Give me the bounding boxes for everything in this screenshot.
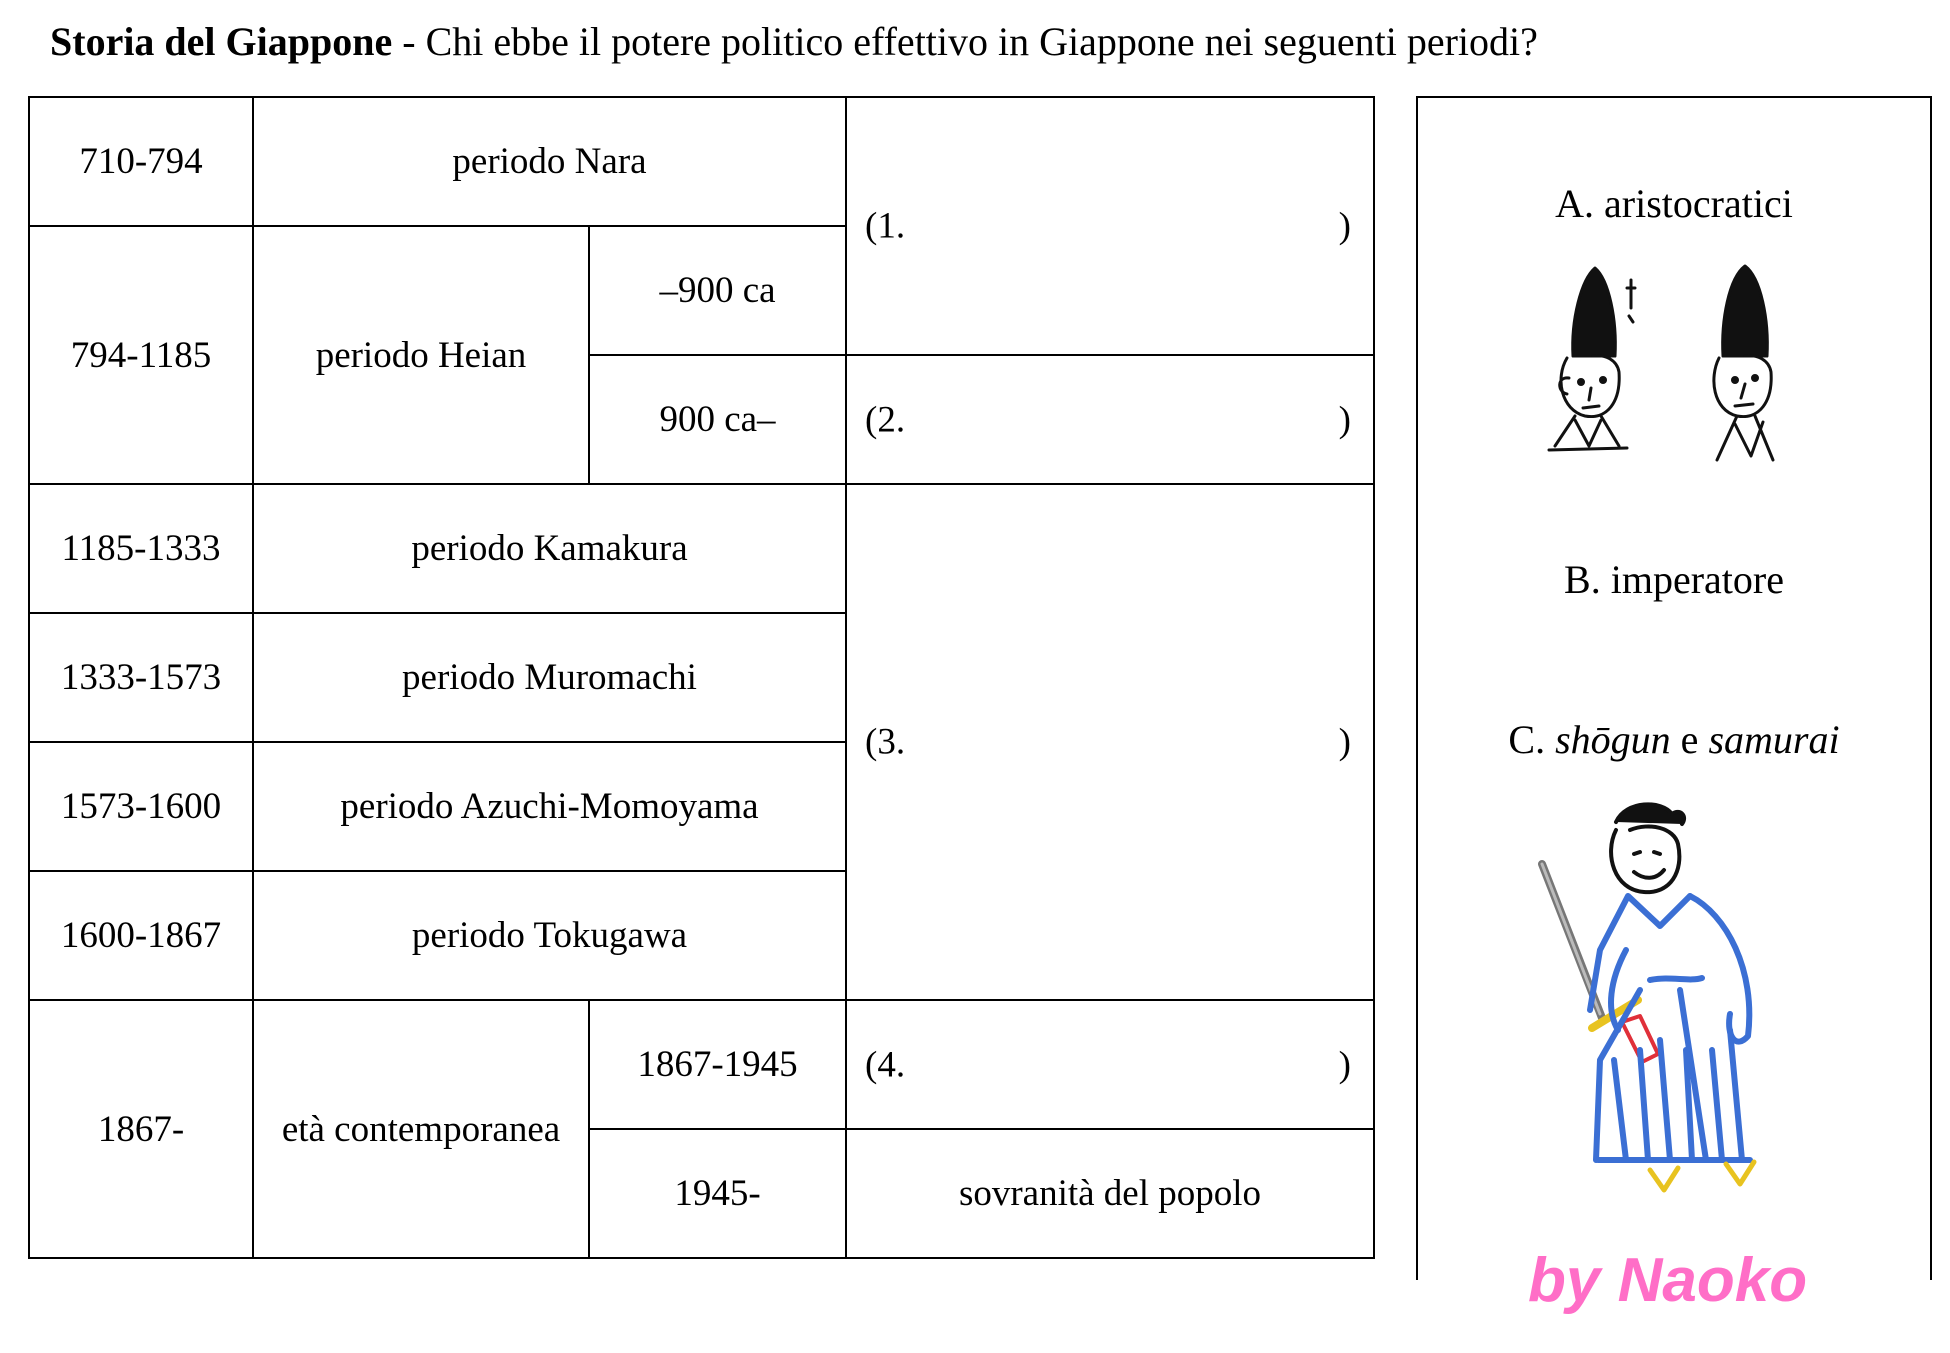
blank-label: (1. [865,205,906,247]
period-cell: periodo Kamakura [253,484,846,613]
author-credit: by Naoko [1528,1246,1808,1315]
years-cell: 1185-1333 [29,484,253,613]
answer-cell: sovranità del popolo [846,1129,1374,1258]
period-cell: periodo Tokugawa [253,871,846,1000]
period-cell: età contemporanea [253,1000,589,1258]
table-row [29,97,1374,226]
years-cell: 1600-1867 [29,871,253,1000]
blank-close: ) [1338,721,1351,763]
answer-blank-3[interactable] [846,484,1374,1000]
subperiod-cell: 1867-1945 [589,1000,846,1129]
blank-label: (2. [865,399,906,440]
subperiod-cell: 900 ca– [589,355,846,484]
option-c-word-shogun: shōgun [1555,717,1671,762]
years-cell: 710-794 [29,97,253,226]
table-row [29,1000,1374,1129]
aristocrat-figure-left [1549,268,1635,450]
blank-close: ) [1338,205,1351,247]
aristocrat-figure-right [1714,266,1773,460]
history-table [28,96,1375,1259]
samurai-robe [1590,896,1750,1160]
period-cell: periodo Heian [253,226,589,484]
option-c-conjunction: e [1670,717,1709,762]
worksheet-title [50,18,1930,65]
years-cell: 1333-1573 [29,613,253,742]
period-cell: periodo Azuchi-Momoyama [253,742,846,871]
period-cell: periodo Muromachi [253,613,846,742]
years-cell: 794-1185 [29,226,253,484]
title-subject: Storia del Giappone [50,19,393,64]
answer-blank-1[interactable] [846,97,1374,355]
blank-close: ) [1338,1044,1351,1085]
blank-close: ) [1338,399,1351,440]
blank-label: (4. [865,1044,906,1085]
option-a: A. aristocratici [1555,181,1793,226]
table-row [29,484,1374,613]
aristocrats-drawing [1545,260,1815,470]
answer-blank-2[interactable] [846,355,1374,484]
samurai-drawing [1530,800,1790,1200]
samurai-feet [1650,1162,1754,1190]
subperiod-cell: –900 ca [589,226,846,355]
option-c [1418,716,1930,763]
period-cell: periodo Nara [253,97,846,226]
samurai-head [1611,804,1684,892]
option-c-prefix: C. [1508,717,1556,762]
option-c-word-samurai: samurai [1708,717,1840,762]
years-cell: 1573-1600 [29,742,253,871]
title-question: - Chi ebbe il potere politico effettivo in Giappone nei seguenti periodi? [392,19,1538,64]
blank-label: (3. [865,721,906,763]
years-cell: 1867- [29,1000,253,1258]
answer-blank-4[interactable] [846,1000,1374,1129]
subperiod-cell: 1945- [589,1129,846,1258]
option-b: B. imperatore [1564,557,1784,602]
